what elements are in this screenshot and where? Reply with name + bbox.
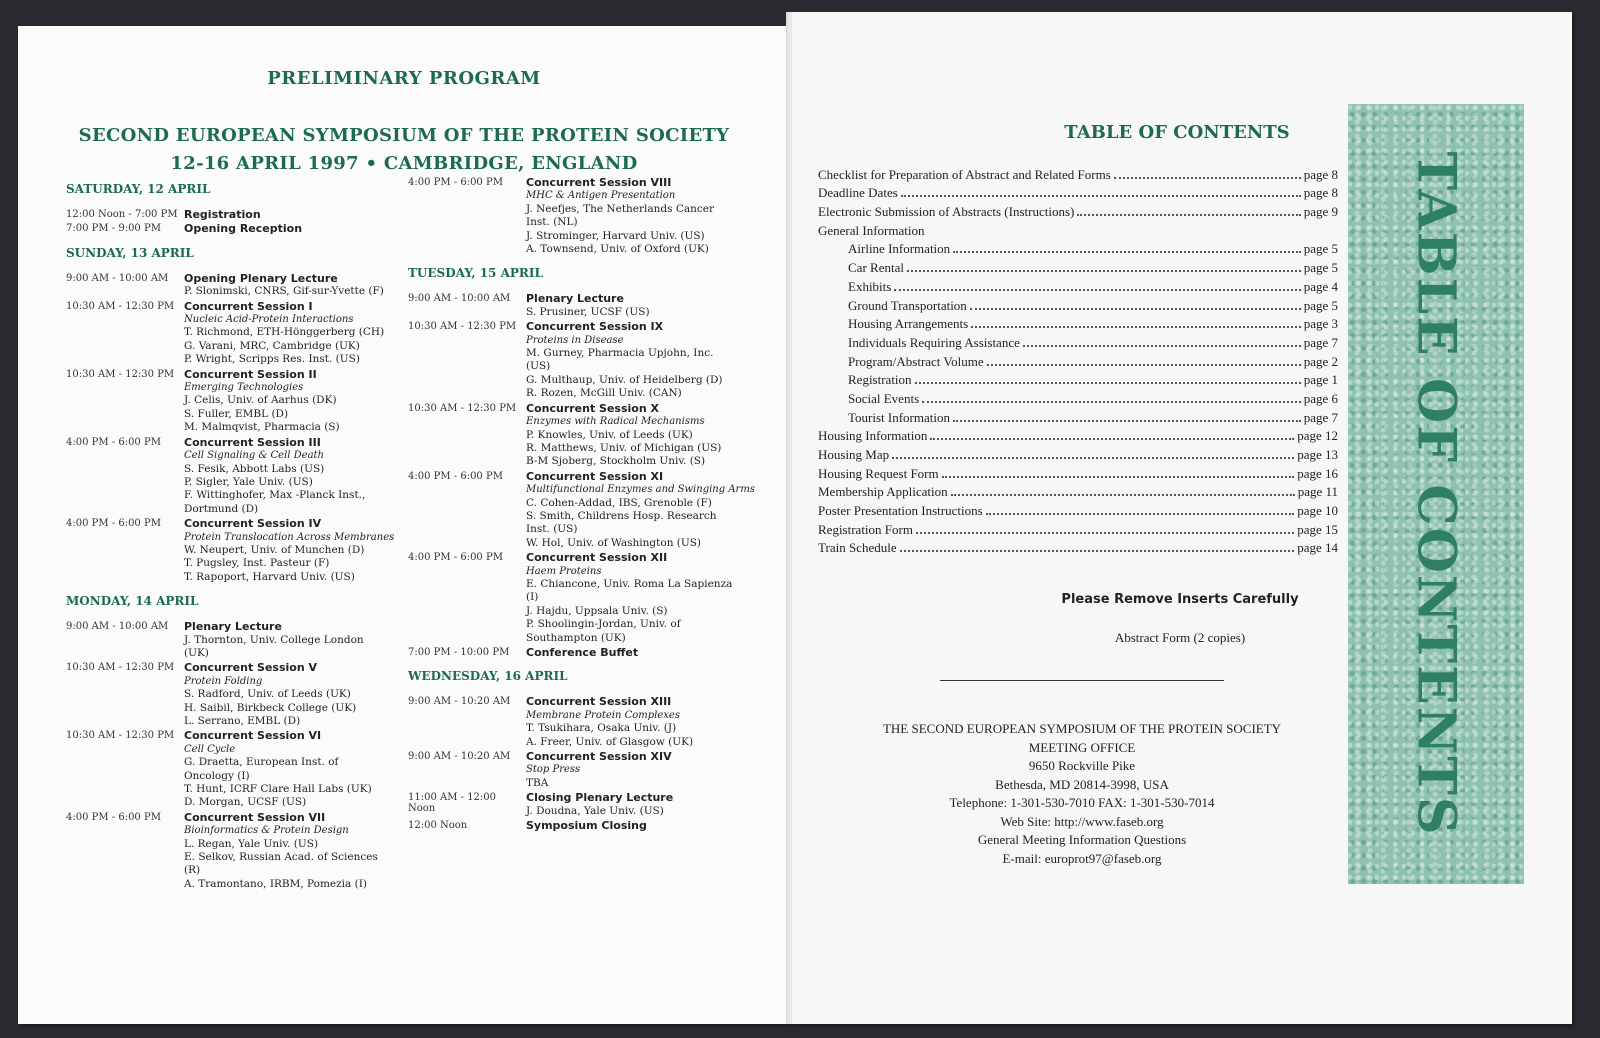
schedule-entry [408, 791, 788, 818]
entry-details [184, 620, 446, 660]
entry-speaker: T. Richmond, ETH-Hönggerberg (CH) [184, 326, 385, 339]
entry-speaker: W. Neupert, Univ. of Munchen (D) [184, 543, 365, 556]
right-page [792, 12, 1572, 1024]
entry-time: 10:30 AM - 12:30 PM [66, 300, 175, 312]
toc-row [818, 370, 1338, 389]
office-line: 9650 Rockville Pike [1028, 758, 1136, 773]
toc-page: page 2 [1303, 353, 1338, 369]
office-line: Bethesda, MD 20814-3998, USA [995, 776, 1169, 792]
entry-time: 12:00 Noon - 7:00 PM [66, 209, 178, 220]
toc-leader [892, 457, 1294, 459]
entry-speaker: P. Slonimski, CNRS, Gif-sur-Yvette (F) [184, 285, 384, 298]
toc-row [818, 500, 1338, 519]
entry-title: Registration [184, 208, 261, 221]
entry-details [184, 208, 446, 221]
entry-title: Concurrent Session VIII [526, 176, 672, 189]
entry-details [526, 402, 788, 469]
entry-title: Concurrent Session VI [184, 729, 322, 743]
schedule-entry [408, 292, 788, 319]
entry-title: Concurrent Session IX [526, 320, 664, 334]
entry-speaker: R. Matthews, Univ. of Michigan (US) [526, 441, 722, 454]
toc-page: page 13 [1297, 447, 1338, 462]
toc-label: Social Events [848, 390, 920, 406]
schedule-entry [66, 222, 446, 235]
entry-title: Concurrent Session II [184, 367, 317, 381]
entry-time: 4:00 PM - 6:00 PM [408, 552, 503, 564]
office-line: Web Site: http://www.faseb.org [1000, 813, 1164, 829]
entry-details [184, 811, 446, 891]
entry-details [526, 176, 788, 256]
entry-title: Concurrent Session III [184, 435, 321, 449]
toc-label: Poster Presentation Instructions [818, 503, 983, 519]
entry-speaker: F. Wittinghofer, Max -Planck Inst., [184, 489, 366, 502]
toc-list [818, 164, 1338, 556]
schedule-entry [66, 811, 446, 891]
toc-label: Registration Form [818, 521, 913, 537]
toc-row [818, 463, 1338, 482]
toc-leader [901, 195, 1301, 197]
office-line: E-mail: europrot97@faseb.org [1002, 850, 1162, 866]
entry-speaker: J. Celis, Univ. of Aarhus (DK) [184, 394, 337, 407]
entry-speaker: D. Morgan, UCSF (US) [184, 796, 307, 809]
entry-details [184, 517, 446, 584]
office-line: THE SECOND EUROPEAN SYMPOSIUM OF THE PROTEIN SOCIETY [882, 721, 1282, 736]
entry-details [526, 292, 788, 319]
toc-row [818, 220, 1338, 239]
toc-row [818, 332, 1338, 351]
entry-speaker: J. Neefjes, The Netherlands Cancer [526, 202, 715, 215]
entry-speaker: P. Knowles, Univ. of Leeds (UK) [526, 428, 693, 441]
schedule-entry [66, 620, 446, 660]
toc-page: page 7 [1303, 334, 1338, 350]
entry-speaker: TBA [526, 776, 549, 789]
toc-leader [1023, 345, 1301, 347]
toc-page: page 6 [1303, 390, 1338, 406]
toc-row [818, 257, 1338, 276]
toc-label: Checklist for Preparation of Abstract and Related Forms [818, 166, 1111, 182]
entry-speaker: M. Malmqvist, Pharmacia (S) [184, 421, 340, 434]
office-line: MEETING OFFICE [1028, 739, 1136, 755]
entry-subtitle: Cell Signaling & Cell Death [184, 450, 324, 462]
entry-speaker: S. Prusiner, UCSF (US) [526, 305, 650, 318]
entry-speaker: T. Pugsley, Inst. Pasteur (F) [184, 557, 330, 570]
toc-page: page 14 [1297, 540, 1338, 556]
entry-speaker: Dortmund (D) [184, 502, 259, 515]
entry-title: Symposium Closing [526, 819, 647, 833]
entry-speaker: A. Tramontano, IRBM, Pomezia (I) [184, 877, 367, 890]
entry-speaker: S. Fesik, Abbott Labs (US) [184, 462, 325, 475]
schedule-entry [66, 661, 446, 728]
entry-speaker: A. Freer, Univ. of Glasgow (UK) [526, 735, 694, 748]
entry-subtitle: Proteins in Disease [526, 334, 624, 346]
toc-row [818, 388, 1338, 407]
entry-speaker: J. Thornton, Univ. College London [184, 633, 364, 646]
toc-row [818, 407, 1338, 426]
entry-time: 4:00 PM - 6:00 PM [408, 177, 503, 188]
entry-title: Concurrent Session XIII [526, 695, 672, 709]
schedule-entry [66, 272, 446, 299]
toc-leader [907, 270, 1301, 272]
entry-subtitle: MHC & Antigen Presentation [526, 190, 676, 202]
entry-time: 9:00 AM - 10:20 AM [408, 751, 511, 763]
day-heading: MONDAY, 14 APRIL [66, 594, 199, 609]
entry-details [526, 750, 788, 790]
toc-leader [953, 251, 1301, 253]
left-page [18, 26, 790, 1024]
toc-label: Individuals Requiring Assistance [848, 334, 1020, 350]
entry-speaker: G. Draetta, European Inst. of [184, 756, 339, 769]
meeting-office-block [852, 720, 1312, 868]
entry-time: 10:30 AM - 12:30 PM [408, 321, 517, 333]
entry-time: 10:30 AM - 12:30 PM [66, 662, 175, 674]
program-column-2 [408, 176, 788, 833]
entry-title: Concurrent Session XI [526, 469, 664, 483]
toc-row [818, 444, 1338, 463]
toc-page: page 10 [1297, 503, 1338, 519]
toc-label: Tourist Information [848, 409, 950, 425]
entry-speaker: P. Shoolingin-Jordan, Univ. of [526, 618, 681, 631]
symposium-title-line2: 12-16 APRIL 1997 • CAMBRIDGE, ENGLAND [170, 153, 638, 174]
entry-details [526, 320, 788, 400]
day-heading: SUNDAY, 13 APRIL [66, 245, 194, 260]
toc-label: Deadline Dates [818, 185, 898, 201]
toc-leader [953, 420, 1301, 422]
symposium-title-line1: SECOND EUROPEAN SYMPOSIUM OF THE PROTEIN SOCIETY [78, 125, 730, 146]
toc-row [818, 519, 1338, 538]
entry-title: Conference Buffet [526, 646, 639, 659]
toc-page: page 15 [1297, 521, 1338, 537]
toc-label: Airline Information [848, 241, 951, 257]
toc-row [818, 201, 1338, 220]
schedule-entry [66, 300, 446, 367]
entry-speaker: (R) [184, 864, 201, 877]
toc-row [818, 183, 1338, 202]
entry-time: 9:00 AM - 10:00 AM [408, 293, 511, 305]
toc-page: page 16 [1297, 465, 1338, 481]
entry-speaker: (US) [526, 360, 551, 373]
entry-speaker: L. Serrano, EMBL (D) [184, 715, 301, 727]
toc-leader [970, 308, 1301, 310]
toc-leader [900, 550, 1295, 552]
toc-row [818, 276, 1338, 295]
section-tab [1348, 104, 1524, 884]
entry-details [526, 695, 788, 749]
entry-time: 7:00 PM - 10:00 PM [408, 647, 510, 658]
entry-time: 4:00 PM - 6:00 PM [66, 811, 161, 823]
entry-speaker: (I) [526, 591, 539, 604]
entry-speaker: C. Cohen-Addad, IBS, Grenoble (F) [526, 496, 712, 509]
entry-speaker: (UK) [184, 646, 209, 659]
schedule-entry [408, 646, 788, 659]
schedule-entry [408, 402, 788, 469]
entry-speaker: T. Hunt, ICRF Clare Hall Labs (UK) [184, 783, 372, 796]
toc-page: page 5 [1303, 260, 1338, 276]
day-heading: SATURDAY, 12 APRIL [66, 182, 211, 196]
toc-page: page 1 [1303, 372, 1338, 388]
toc-page: page 3 [1303, 316, 1338, 332]
schedule-entry [408, 176, 788, 256]
schedule-entry [408, 551, 788, 645]
toc-label: Car Rental [848, 260, 904, 276]
schedule-entry [408, 819, 788, 832]
entry-speaker: E. Selkov, Russian Acad. of Sciences [184, 851, 378, 864]
schedule-entry [408, 695, 788, 749]
entry-time: 4:00 PM - 6:00 PM [66, 436, 161, 448]
schedule-entry [408, 750, 788, 790]
entry-details [184, 222, 446, 235]
entry-speaker: S. Smith, Childrens Hosp. Research [526, 509, 717, 522]
toc-row [818, 538, 1338, 557]
toc-page: page 8 [1303, 185, 1338, 201]
toc-leader [951, 494, 1295, 496]
entry-time: 9:00 AM - 10:20 AM [408, 696, 511, 708]
schedule-entry [66, 436, 446, 516]
entry-speaker: S. Fuller, EMBL (D) [184, 407, 289, 420]
entry-speaker: R. Rozen, McGill Univ. (CAN) [526, 387, 682, 400]
entry-details [526, 791, 788, 818]
entry-speaker: J. Strominger, Harvard Univ. (US) [526, 229, 705, 242]
toc-page: page 12 [1297, 428, 1338, 444]
entry-speaker: T. Rapoport, Harvard Univ. (US) [184, 570, 355, 583]
entry-speaker: P. Wright, Scripps Res. Inst. (US) [184, 353, 360, 366]
entry-details [184, 300, 446, 367]
toc-leader [922, 401, 1301, 403]
entry-speaker: T. Tsukihara, Osaka Univ. (J) [526, 722, 677, 735]
toc-leader [942, 476, 1295, 478]
schedule-entry [66, 517, 446, 584]
entry-time: 4:00 PM - 6:00 PM [66, 518, 161, 530]
entry-speaker: W. Hol, Univ. of Washington (US) [526, 536, 702, 549]
entry-title: Concurrent Session XII [526, 551, 668, 565]
entry-details [184, 436, 446, 516]
toc-label: Housing Arrangements [848, 316, 969, 332]
entry-details [526, 470, 788, 550]
entry-title: Concurrent Session I [184, 299, 313, 313]
entry-time: 10:30 AM - 12:30 PM [66, 368, 175, 380]
office-line: General Meeting Information Questions [977, 832, 1187, 847]
toc-page: page 8 [1303, 166, 1338, 182]
toc-row [818, 482, 1338, 501]
office-line: Telephone: 1-301-530-7010 FAX: 1-301-530-7014 [949, 795, 1215, 810]
toc-leader [916, 532, 1294, 534]
symposium-title [18, 122, 790, 178]
toc-label: Housing Information [818, 428, 928, 444]
entry-details [526, 819, 788, 832]
entry-speaker: B-M Sjoberg, Stockholm Univ. (S) [526, 455, 706, 468]
program-column-1 [66, 182, 446, 892]
entry-speaker: A. Townsend, Univ. of Oxford (UK) [526, 243, 709, 256]
entry-time: 12:00 Noon [408, 820, 468, 832]
entry-details [184, 368, 446, 435]
entry-title: Concurrent Session VII [184, 810, 326, 824]
entry-title: Concurrent Session IV [184, 517, 322, 531]
entry-speaker: G. Varani, MRC, Cambridge (UK) [184, 339, 360, 352]
entry-speaker: H. Saibil, Birkbeck College (UK) [184, 701, 357, 714]
toc-row [818, 426, 1338, 445]
entry-subtitle: Protein Folding [184, 675, 263, 687]
toc-label: Ground Transportation [848, 297, 967, 313]
entry-time: 4:00 PM - 6:00 PM [408, 470, 503, 482]
entry-time: 11:00 AM - 12:00 Noon [408, 792, 497, 815]
toc-page: page 11 [1297, 484, 1338, 500]
toc-row [818, 164, 1338, 183]
toc-page: page 7 [1303, 409, 1338, 425]
entry-subtitle: Multifunctional Enzymes and Swinging Arms [526, 484, 755, 496]
entry-speaker: Inst. (NL) [526, 216, 578, 229]
toc-label: Train Schedule [818, 540, 897, 556]
program-title: PRELIMINARY PROGRAM [267, 68, 541, 89]
toc-page: page 4 [1303, 278, 1338, 294]
entry-subtitle: Bioinformatics & Protein Design [184, 825, 349, 837]
entry-subtitle: Protein Translocation Across Membranes [184, 531, 395, 543]
inserts-heading: Please Remove Inserts Carefully [1061, 592, 1299, 607]
entry-subtitle: Cell Cycle [184, 743, 236, 755]
entry-title: Plenary Lecture [526, 292, 624, 306]
entry-subtitle: Haem Proteins [526, 565, 602, 577]
entry-subtitle: Membrane Protein Complexes [526, 709, 680, 721]
entry-time: 9:00 AM - 10:00 AM [66, 272, 169, 284]
schedule-entry [408, 470, 788, 550]
entry-title: Plenary Lecture [184, 620, 282, 634]
toc-label: Electronic Submission of Abstracts (Instructions) [818, 204, 1075, 220]
toc-label: Exhibits [848, 278, 892, 294]
toc-row [818, 295, 1338, 314]
entry-title: Opening Reception [184, 222, 303, 236]
entry-time: 9:00 AM - 10:00 AM [66, 621, 169, 633]
entry-speaker: S. Radford, Univ. of Leeds (UK) [184, 688, 351, 701]
toc-label: Registration [848, 372, 912, 388]
entry-time: 7:00 PM - 9:00 PM [66, 223, 161, 235]
toc-leader [1114, 177, 1301, 179]
toc-page: page 9 [1303, 204, 1338, 220]
entry-subtitle: Emerging Technologies [184, 382, 304, 394]
divider-line [940, 680, 1224, 681]
entry-title: Concurrent Session V [184, 661, 318, 675]
entry-time: 10:30 AM - 12:30 PM [66, 730, 175, 742]
toc-row [818, 314, 1338, 333]
entry-speaker: Oncology (I) [184, 769, 250, 782]
entry-title: Closing Plenary Lecture [526, 791, 674, 805]
toc-label: Program/Abstract Volume [848, 353, 984, 369]
entry-speaker: J. Hajdu, Uppsala Univ. (S) [526, 604, 668, 617]
toc-title: TABLE OF CONTENTS [1064, 122, 1290, 143]
entry-title: Concurrent Session XIV [526, 750, 672, 764]
entry-speaker: Inst. (US) [526, 523, 578, 536]
toc-label: Housing Request Form [818, 465, 939, 481]
schedule-entry [66, 368, 446, 435]
toc-leader [894, 289, 1300, 291]
section-tab-label: TABLE OF CONTENTS [1405, 151, 1467, 837]
entry-subtitle: Enzymes with Radical Mechanisms [526, 416, 705, 428]
toc-label: Membership Application [818, 484, 948, 500]
schedule-entry [408, 320, 788, 400]
schedule-entry [66, 729, 446, 809]
inserts-item: Abstract Form (2 copies) [1114, 630, 1246, 645]
toc-leader [986, 513, 1295, 515]
toc-leader [971, 326, 1300, 328]
entry-speaker: Southampton (UK) [526, 631, 626, 644]
entry-speaker: M. Gurney, Pharmacia Upjohn, Inc. [526, 347, 714, 360]
toc-page: page 5 [1303, 297, 1338, 313]
entry-details [184, 272, 446, 299]
schedule-entry [66, 208, 446, 221]
day-heading: TUESDAY, 15 APRIL [408, 266, 543, 281]
entry-details [184, 729, 446, 809]
entry-time: 10:30 AM - 12:30 PM [408, 402, 517, 414]
toc-leader [930, 438, 1294, 440]
toc-page: page 5 [1303, 241, 1338, 257]
entry-speaker: G. Multhaup, Univ. of Heidelberg (D) [526, 373, 723, 386]
entry-speaker: P. Sigler, Yale Univ. (US) [184, 475, 313, 488]
entry-details [184, 661, 446, 728]
toc-row [818, 239, 1338, 258]
entry-speaker: E. Chiancone, Univ. Roma La Sapienza [526, 577, 733, 590]
entry-details [526, 646, 788, 659]
toc-row [818, 351, 1338, 370]
day-heading: WEDNESDAY, 16 APRIL [408, 669, 568, 684]
toc-label: General Information [818, 222, 925, 238]
entry-speaker: J. Doudna, Yale Univ. (US) [526, 804, 664, 817]
entry-subtitle: Nucleic Acid-Protein Interactions [184, 314, 354, 326]
toc-leader [915, 382, 1301, 384]
toc-leader [987, 364, 1301, 366]
entry-details [526, 551, 788, 645]
entry-speaker: L. Regan, Yale Univ. (US) [184, 837, 319, 850]
entry-subtitle: Stop Press [526, 764, 581, 776]
entry-title: Opening Plenary Lecture [184, 271, 338, 285]
toc-leader [1077, 214, 1300, 216]
toc-label: Housing Map [818, 447, 890, 462]
entry-title: Concurrent Session X [526, 401, 659, 415]
